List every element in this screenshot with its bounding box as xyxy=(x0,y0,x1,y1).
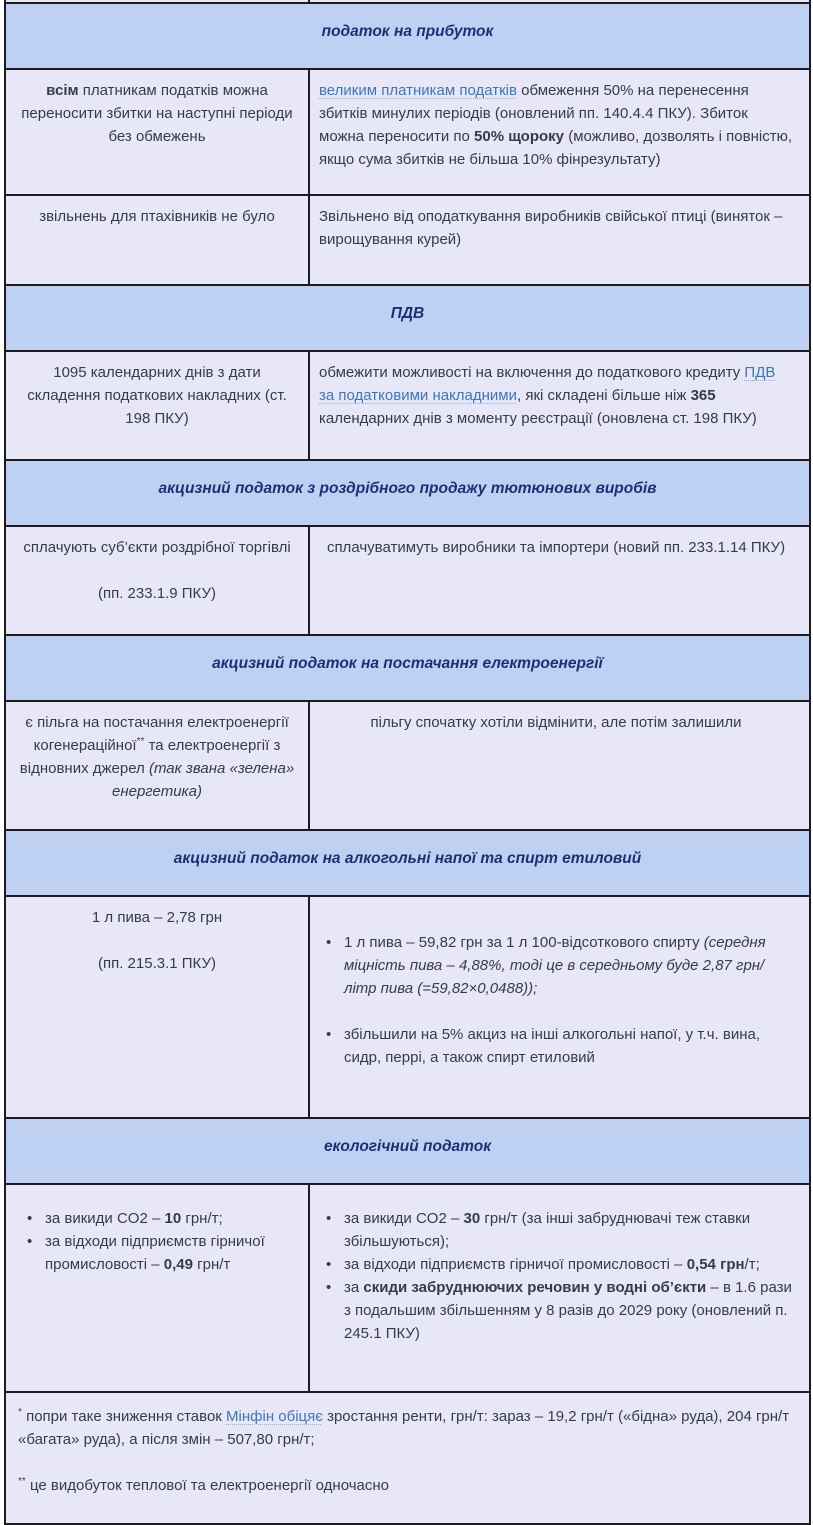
section-title: акцизний податок з роздрібного продажу тютюнових виробів xyxy=(158,479,657,497)
cell-text: /т; xyxy=(744,1256,760,1273)
section-row-alcohol-excise xyxy=(5,830,810,896)
cell-new-vat-invoices xyxy=(309,351,810,460)
cell-text: пільгу спочатку хотіли відмінити, але потім залишили xyxy=(370,714,742,731)
bullet-list xyxy=(20,1207,302,1276)
cell-text: звільнень для птахівників не було xyxy=(39,208,275,225)
section-header-eco-tax xyxy=(5,1118,810,1184)
list-item xyxy=(319,1023,793,1069)
list-item xyxy=(319,1276,793,1345)
section-row-vat xyxy=(5,285,810,351)
cell-text: грн/т xyxy=(193,1256,231,1273)
cell-text: обмеження 50% на перенесення збитків минулих періодів (оновлений пп. 140.4.4 ПКУ). Збиток можна переносити по xyxy=(319,82,749,145)
footnote-cogeneration xyxy=(18,1474,797,1497)
italic-note: (середня міцність пива – 4,88%, тоді це в середньому буде 2,87 грн/літр пива (=59,82×0,0488)); xyxy=(344,934,766,997)
emphasis-text: всім xyxy=(46,82,79,99)
cell-new-poultry xyxy=(309,195,810,285)
cell-old-electricity xyxy=(5,701,309,830)
section-header-alcohol-excise xyxy=(5,830,810,896)
cell-old-tobacco xyxy=(5,526,309,635)
cell-new-eco-rates xyxy=(309,1184,810,1392)
footnote-marker: * xyxy=(18,1407,22,1418)
cell-old-vat-invoices xyxy=(5,351,309,460)
table-row xyxy=(5,351,810,460)
footnote-marker: ** xyxy=(18,1476,26,1487)
section-title: податок на прибуток xyxy=(321,22,494,40)
bullet-list xyxy=(319,931,793,1069)
cell-new-electricity xyxy=(309,701,810,830)
section-header-income-tax xyxy=(5,3,810,69)
emphasis-text: 365 xyxy=(690,387,716,404)
section-title: акцизний податок на постачання електроенергії xyxy=(212,654,603,672)
emphasis-text: 0,49 xyxy=(163,1256,193,1273)
cell-text: Звільнено від оподаткування виробників свійської птиці (виняток – вирощування курей) xyxy=(319,208,783,248)
emphasis-text: скиди забруднюючих речовин у водні об’єкти xyxy=(363,1279,707,1296)
cell-old-poultry xyxy=(5,195,309,285)
link-large-taxpayers[interactable]: великим платникам податків xyxy=(319,82,517,99)
section-row-eco-tax xyxy=(5,1118,810,1184)
cell-text: грн/т; xyxy=(181,1210,223,1227)
cell-old-beer-rate xyxy=(5,896,309,1118)
cell-text: календарних днів з моменту реєстрації (оновлена ст. 198 ПКУ) xyxy=(319,410,757,427)
link-vat-invoices[interactable]: ПДВ за податковими накладними xyxy=(319,364,776,404)
cell-old-loss-carryforward xyxy=(5,69,309,195)
section-row-income-tax xyxy=(5,3,810,69)
list-item xyxy=(319,1207,793,1253)
cell-text: (пп. 215.3.1 ПКУ) xyxy=(97,955,216,972)
footnote-rent xyxy=(18,1405,797,1451)
emphasis-text: 50% щороку xyxy=(474,128,565,145)
cell-text: збільшили на 5% акциз на інші алкогольні напої, у т.ч. вина, сидр, перрі, а також спирт етиловий xyxy=(344,1026,761,1066)
section-title: екологічний податок xyxy=(323,1137,492,1155)
section-title: акцизний податок на алкогольні напої та спирт етиловий xyxy=(173,849,642,867)
cell-text: є пільга на постачання електроенергії когенераційної xyxy=(25,714,289,754)
section-title: ПДВ xyxy=(390,304,425,322)
cell-text: , які складені більше ніж xyxy=(517,387,691,404)
table-row xyxy=(5,69,810,195)
section-header-tobacco-excise xyxy=(5,460,810,526)
section-row-tobacco-excise xyxy=(5,460,810,526)
list-item xyxy=(319,931,793,1000)
cell-text: (можливо, дозволять і повністю, якщо сума збитків не більша 10% фінрезультату) xyxy=(319,128,793,168)
cell-new-tobacco xyxy=(309,526,810,635)
cell-old-eco-rates xyxy=(5,1184,309,1392)
emphasis-text: 30 xyxy=(463,1210,481,1227)
cell-text: – в 1.6 рази з подальшим збільшенням у 8 разів до 2029 року (оновлений п. 245.1 ПКУ) xyxy=(344,1279,792,1342)
cell-new-alcohol-rates xyxy=(309,896,810,1118)
cell-text: грн/т (за інші забруднювачі теж ставки збільшуються); xyxy=(344,1210,751,1250)
cell-text: платникам податків можна переносити збитки на наступні періоди без обмежень xyxy=(21,82,293,145)
section-header-vat xyxy=(5,285,810,351)
cell-text: 1095 календарних днів з дати складення податкових накладних (ст. 198 ПКУ) xyxy=(27,364,287,427)
list-item xyxy=(319,1253,793,1276)
cell-text: та електроенергії з відновних джерел xyxy=(19,737,281,777)
section-header-electricity-excise xyxy=(5,635,810,701)
cell-text: 1 л пива – 2,78 грн xyxy=(91,909,223,926)
footnotes-row xyxy=(5,1392,810,1524)
italic-note: (так звана «зелена» енергетика) xyxy=(112,760,295,800)
cell-new-loss-carryforward xyxy=(309,69,810,195)
cell-text: за відходи підприємств гірничої промисловості – xyxy=(344,1256,687,1273)
emphasis-text: 10 xyxy=(164,1210,182,1227)
footnotes-cell xyxy=(5,1392,810,1524)
footnote-marker: ** xyxy=(136,736,145,747)
cell-text: (пп. 233.1.9 ПКУ) xyxy=(97,585,216,602)
section-row-electricity-excise xyxy=(5,635,810,701)
cell-text: обмежити можливості на включення до податкового кредиту xyxy=(319,364,745,381)
list-item xyxy=(20,1207,302,1230)
list-item xyxy=(20,1230,302,1276)
tax-changes-table xyxy=(4,0,811,1525)
cell-text: 1 л пива – 59,82 грн за 1 л 100-відсоткового спирту xyxy=(344,934,704,951)
bullet-list xyxy=(319,1207,793,1345)
link-minfin-promise[interactable]: Мінфін обіцяє xyxy=(226,1408,323,1425)
table-row xyxy=(5,526,810,635)
cell-text: за викиди CO2 – xyxy=(45,1210,165,1227)
cell-text: сплачують суб’єкти роздрібної торгівлі xyxy=(23,539,291,556)
cell-text: за відходи підприємств гірничої промисловості – xyxy=(45,1233,265,1273)
footnote-text: це видобуток теплової та електроенергії одночасно xyxy=(25,1477,390,1494)
table-row xyxy=(5,195,810,285)
footnote-text: зростання ренти, грн/т: зараз – 19,2 грн/т («бідна» руда), 204 грн/т «багата» руда), а після змін – 507,80 грн/т; xyxy=(18,1408,790,1448)
table-row xyxy=(5,701,810,830)
cell-text: сплачуватимуть виробники та імпортери (новий пп. 233.1.14 ПКУ) xyxy=(326,539,786,556)
cell-text: за xyxy=(344,1279,364,1296)
emphasis-text: 0,54 грн xyxy=(686,1256,745,1273)
cell-text: за викиди CO2 – xyxy=(344,1210,464,1227)
footnote-text: попри таке зниження ставок xyxy=(21,1408,227,1425)
table-row xyxy=(5,1184,810,1392)
table-row xyxy=(5,896,810,1118)
